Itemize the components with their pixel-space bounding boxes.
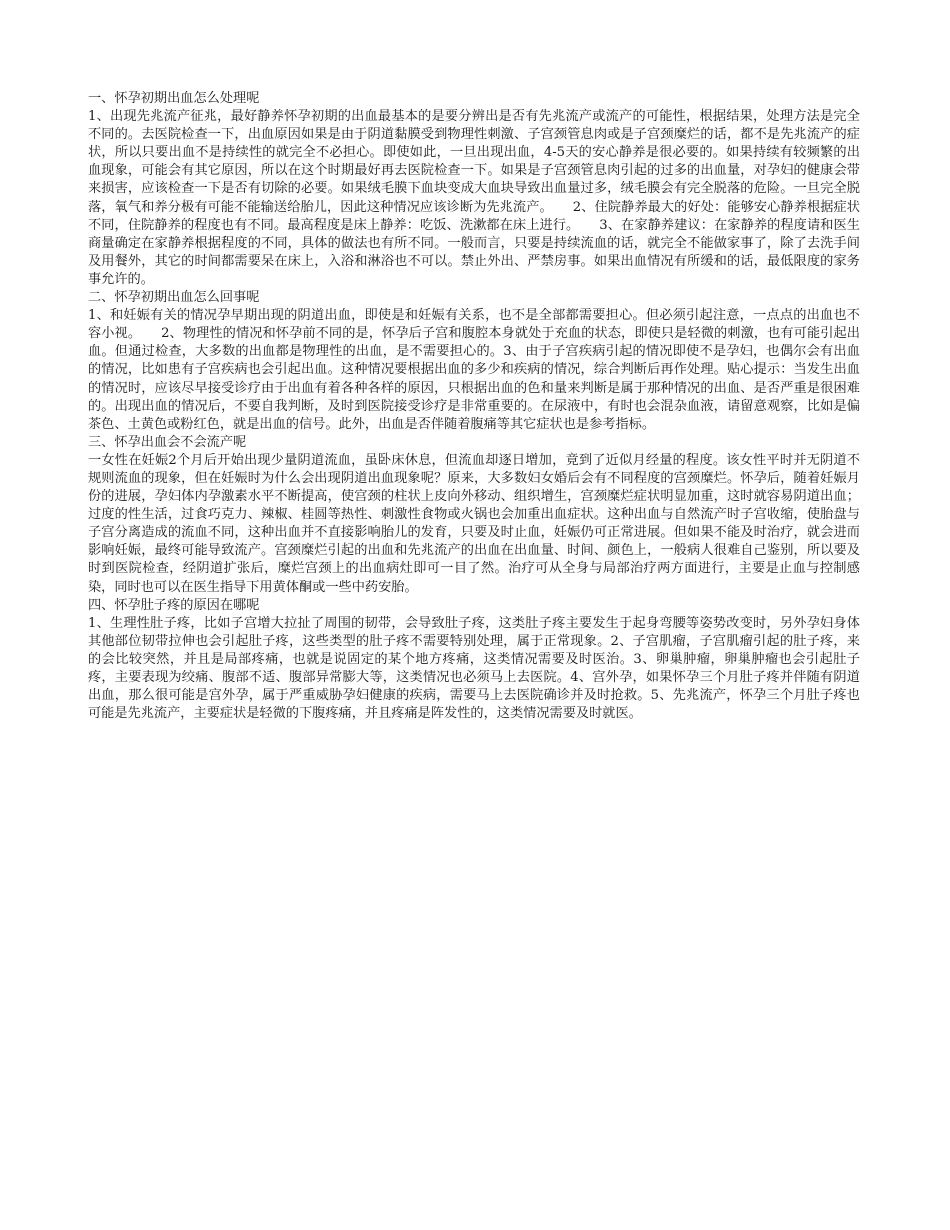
section-heading: 三、怀孕出血会不会流产呢: [88, 434, 247, 450]
section-bleeding-causes: [88, 289, 860, 434]
section-body: 一女性在妊娠2个月后开始出现少量阴道流血，虽卧床休息，但流血却逐日增加，竟到了近似月经量的程度。该女性平时并无阴道不规则流血的现象，但在妊娠时为什么会出现阴道出血现象呢？原来，大多数妇女婚后会有不同程度的宫颈糜烂。怀孕后，随着妊娠月份的进展，孕妇体内孕激素水平不断提高，使宫颈的柱状上皮向外移动、组织增生，宫颈糜烂症状明显加重，这时就容易阴道出血；过度的性生活，过食巧克力、辣椒、桂圆等热性、刺激性食物或火锅也会加重出血症状。这种出血与自然流产时子宫收缩，使胎盘与子宫分离造成的流血不同，这种出血并不直接影响胎儿的发育，只要及时止血，妊娠仍可正常进展。但如果不能及时治疗，就会进而影响妊娠，最终可能导致流产。宫颈糜烂引起的出血和先兆流产的出血在出血量、时间、颜色上，一般病人很难自己鉴别，所以要及时到医院检查，经阴道扩张后，糜烂宫颈上的出血病灶即可一目了然。治疗可从全身与局部治疗两方面进行，主要是止血与控制感染，同时也可以在医生指导下用黄体酮或一些中药安胎。: [88, 452, 860, 595]
section-bleeding-treatment: [88, 90, 860, 289]
section-heading: 四、怀孕肚子疼的原因在哪呢: [88, 597, 260, 613]
section-bleeding-miscarriage: [88, 434, 860, 597]
section-body: 1、生理性肚子疼，比如子宫增大拉扯了周围的韧带，会导致肚子疼，这类肚子疼主要发生于起身弯腰等姿势改变时，另外孕妇身体其他部位韧带拉伸也会引起肚子疼，这些类型的肚子疼不需要特别处理，属于正常现象。2、子宫肌瘤，子宫肌瘤引起的肚子疼，来的会比较突然，并且是局部疼痛，也就是说固定的某个地方疼痛，这类情况需要及时医治。3、卵巢肿瘤，卵巢肿瘤也会引起肚子疼，主要表现为绞痛、腹部不适、腹部异常膨大等，这类情况也必须马上去医院。4、宫外孕，如果怀孕三个月肚子疼并伴随有阴道出血，那么很可能是宫外孕，属于严重威胁孕妇健康的疾病，需要马上去医院确诊并及时抢救。5、先兆流产，怀孕三个月肚子疼也可能是先兆流产，主要症状是轻微的下腹疼痛，并且疼痛是阵发性的，这类情况需要及时就医。: [88, 615, 860, 722]
section-heading: 一、怀孕初期出血怎么处理呢: [88, 91, 260, 106]
section-body: 1、出现先兆流产征兆，最好静养怀孕初期的出血最基本的是要分辨出是否有先兆流产或流产的可能性，根据结果，处理方法是完全不同的。去医院检查一下，出血原因如果是由于阴道黏膜受到物理性刺激、子宫颈管息肉或是子宫颈糜烂的话，都不是先兆流产的症状，所以只要出血不是持续性的就完全不必担心。即使如此，一旦出现出血，4-5天的安心静养是很必要的。如果持续有较频繁的出血现象，可能会有其它原因，所以在这个时期最好再去医院检查一下。如果是子宫颈管息肉引起的过多的出血量，对孕妇的健康会带来损害，应该检查一下是否有切除的必要。如果绒毛膜下血块变成大血块导致出血量过多，绒毛膜会有完全脱落的危险。一旦完全脱落，氧气和养分极有可能不能输送给胎儿，因此这种情况应该诊断为先兆流产。 2、住院静养最大的好处：能够安心静养根据症状不同，住院静养的程度也有不同。最高程度是床上静养：吃饭、洗漱都在床上进行。 3、在家静养建议：在家静养的程度请和医生商量确定在家静养根据程度的不同，具体的做法也有所不同。一般而言，只要是持续流血的话，就完全不能做家事了，除了去洗手间及用餐外，其它的时间都需要呆在床上，入浴和淋浴也不可以。禁止外出、严禁房事。如果出血情况有所缓和的话，最低限度的家务事允许的。: [88, 109, 860, 287]
document-page: [88, 90, 860, 723]
section-heading: 二、怀孕初期出血怎么回事呢: [88, 290, 260, 306]
section-abdominal-pain: [88, 597, 860, 724]
section-body: 1、和妊娠有关的情况孕早期出现的阴道出血，即使是和妊娠有关系，也不是全部都需要担心。但必须引起注意，一点点的出血也不容小视。 2、物理性的情况和怀孕前不同的是，怀孕后子宫和腹腔本身就处于充血的状态，即使只是轻微的刺激，也有可能引起出血。但通过检查，大多数的出血都是物理性的出血，是不需要担心的。3、由于子宫疾病引起的情况即使不是孕妇，也偶尔会有出血的情况，比如患有子宫疾病也会引起出血。这种情况要根据出血的多少和疾病的情况，综合判断后再作处理。贴心提示：当发生出血的情况时，应该尽早接受诊疗由于出血有着各种各样的原因，只根据出血的色和量来判断是属于那种情况的出血、是否严重是很困难的。出现出血的情况后，不要自我判断，及时到医院接受诊疗是非常重要的。在尿液中，有时也会混杂血液，请留意观察，比如是偏茶色、土黄色或粉红色，就是出血的信号。此外，出血是否伴随着腹痛等其它症状也是参考指标。: [88, 308, 860, 432]
